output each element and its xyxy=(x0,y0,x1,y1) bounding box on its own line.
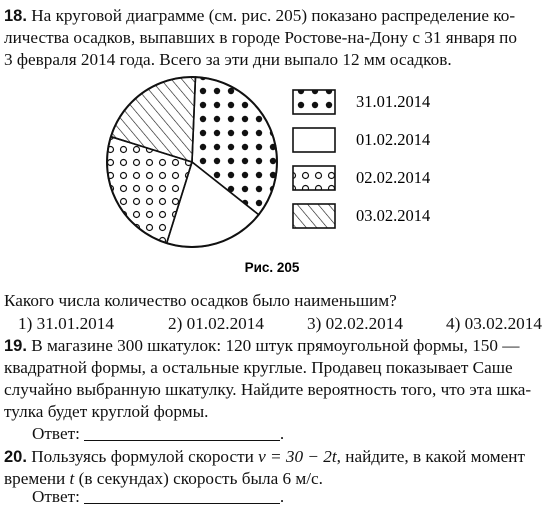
problem-20-answer xyxy=(32,486,284,507)
legend-label-3: 02.02.2014 xyxy=(356,168,431,187)
problem-19-line-3 xyxy=(4,379,531,400)
problem-20-line-1 xyxy=(4,446,525,468)
velocity-formula: v = 30 − 2t xyxy=(258,447,337,466)
chart-legend xyxy=(293,90,430,228)
legend-swatch-1 xyxy=(293,90,335,114)
answer-field-20[interactable] xyxy=(84,503,280,504)
problem-20-text-2a: времени xyxy=(4,469,70,488)
problem-19-number: 19. xyxy=(4,337,27,355)
legend-label-2: 01.02.2014 xyxy=(356,130,431,149)
option-2: 2) 01.02.2014 xyxy=(168,314,264,333)
time-variable: t xyxy=(69,469,75,488)
figure-caption: Рис. 205 xyxy=(244,260,300,275)
problem-18-question xyxy=(4,290,397,311)
problem-19-line-4 xyxy=(4,401,208,422)
legend-label-1: 31.01.2014 xyxy=(356,92,431,111)
problem-18-text-1: На круговой диаграмме (см. рис. 205) показано распределение ко- xyxy=(31,6,516,25)
option-3: 3) 02.02.2014 xyxy=(307,314,403,333)
legend-swatch-2 xyxy=(293,128,335,152)
option-4: 4) 03.02.2014 xyxy=(446,314,542,333)
answer-label: Ответ: xyxy=(32,487,80,506)
problem-20-number: 20. xyxy=(4,448,27,466)
problem-19-line-1 xyxy=(4,335,519,357)
problem-18-question-text: Какого числа количество осадков было наименьшим? xyxy=(4,291,397,310)
problem-19-text-3: случайно выбранную шкатулку. Найдите вероятность того, что эта шка- xyxy=(4,380,532,399)
legend-label-4: 03.02.2014 xyxy=(356,206,431,225)
problem-20-text-2b: (в секундах) скорость была 6 м/с. xyxy=(74,469,323,488)
problem-20-text-1a: Пользуясь формулой скорости xyxy=(31,447,259,466)
problem-19-text-4: тулка будет круглой формы. xyxy=(4,402,209,421)
legend-swatch-4 xyxy=(293,204,335,228)
answer-end: . xyxy=(279,424,285,443)
answer-label: Ответ: xyxy=(32,424,80,443)
problem-18-text-2: личества осадков, выпавших в городе Ростове-на-Дону с 31 января по xyxy=(4,28,517,47)
answer-end: . xyxy=(279,487,285,506)
legend-swatch-3 xyxy=(293,166,335,190)
problem-19-text-2: квадратной формы, а остальные круглые. Продавец показывает Саше xyxy=(4,358,513,377)
option-1: 1) 31.01.2014 xyxy=(18,314,114,333)
problem-20-text-1b: , найдите, в какой момент xyxy=(336,447,526,466)
problem-18-number: 18. xyxy=(4,7,27,25)
problem-19-answer xyxy=(32,423,284,444)
problem-19-text-1: В магазине 300 шкатулок: 120 штук прямоугольной формы, 150 — xyxy=(31,336,520,355)
problem-19-line-2 xyxy=(4,357,513,378)
problem-18-text-3: 3 февраля 2014 года. Всего за эти дни выпало 12 мм осадков. xyxy=(4,50,452,69)
pie-chart xyxy=(107,77,277,247)
answer-field-19[interactable] xyxy=(84,440,280,441)
